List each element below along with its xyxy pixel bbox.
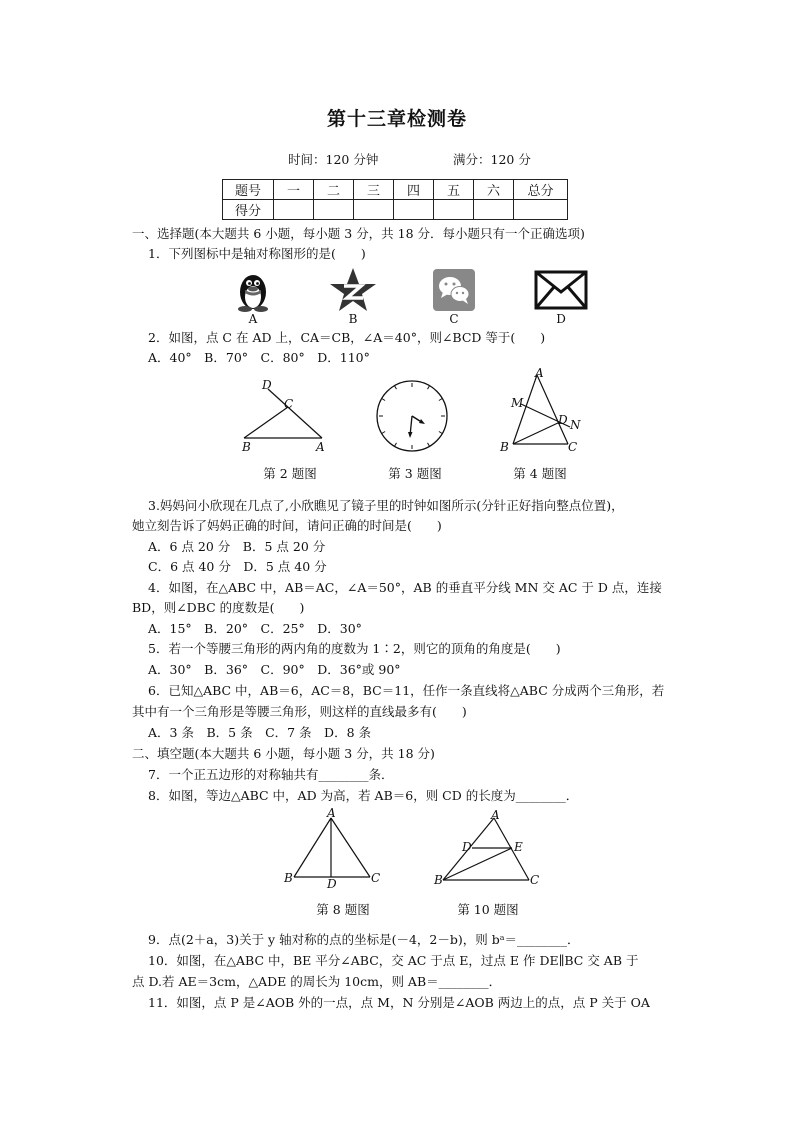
page-title: 第十三章检测卷 bbox=[326, 108, 467, 130]
point-label: D bbox=[327, 877, 337, 891]
full-score-label: 满分：120 分 bbox=[453, 152, 531, 167]
question-11: 11．如图，点 P 是∠AOB 外的一点，点 M，N 分别是∠AOB 两边上的点，点 P 关于 OA bbox=[148, 995, 650, 1010]
table-cell: 题号 bbox=[223, 180, 274, 200]
point-label: C bbox=[568, 440, 578, 454]
wechat-icon bbox=[433, 269, 475, 311]
point-label: B bbox=[434, 873, 443, 887]
point-label: E bbox=[514, 840, 523, 854]
question-4-options: A．15° B．20° C．25° D．30° bbox=[148, 621, 362, 636]
question-3: 3.妈妈问小欣现在几点了,小欣瞧见了镜子里的时钟如图所示(分针正好指向整点位置)， bbox=[148, 498, 624, 513]
question-3-options: C．6 点 40 分 D．5 点 40 分 bbox=[148, 559, 327, 574]
point-label: C bbox=[371, 871, 381, 885]
point-label: A bbox=[491, 808, 500, 822]
table-cell: 五 bbox=[434, 180, 474, 200]
table-row bbox=[223, 180, 568, 200]
figure-caption: 第 8 题图 bbox=[316, 902, 370, 917]
question-9: 9．点(2＋a，3)关于 y 轴对称的点的坐标是(－4，2－b)，则 bᵃ＝________． bbox=[148, 932, 580, 947]
table-cell: 四 bbox=[394, 180, 434, 200]
penguin-icon bbox=[228, 268, 278, 312]
point-label: N bbox=[570, 418, 581, 432]
table-row bbox=[223, 200, 568, 220]
question-2: 2．如图，点 C 在 AD 上，CA＝CB，∠A＝40°，则∠BCD 等于( ) bbox=[148, 330, 546, 345]
question-10: 10．如图，在△ABC 中，BE 平分∠ABC，交 AC 于点 E，过点 E 作 DE∥BC 交 AB 于 bbox=[148, 953, 639, 968]
score-cell[interactable] bbox=[474, 200, 514, 220]
score-cell[interactable] bbox=[434, 200, 474, 220]
question-6: 6．已知△ABC 中，AB＝6，AC＝8，BC＝11，任作一条直线将△ABC 分成两个三角形，若 bbox=[148, 683, 665, 698]
point-label: B bbox=[284, 871, 293, 885]
point-label: A bbox=[535, 366, 544, 380]
star-z-icon bbox=[329, 267, 377, 313]
question-5: 5．若一个等腰三角形的两内角的度数为 1∶2，则它的顶角的角度是( ) bbox=[148, 641, 561, 656]
figure-caption: 第 4 题图 bbox=[513, 466, 567, 481]
score-cell[interactable] bbox=[314, 200, 354, 220]
point-label: C bbox=[530, 873, 540, 887]
table-cell: 六 bbox=[474, 180, 514, 200]
table-cell: 三 bbox=[354, 180, 394, 200]
point-label: M bbox=[511, 396, 524, 410]
table-cell: 总分 bbox=[514, 180, 568, 200]
figure-caption: 第 10 题图 bbox=[457, 902, 519, 917]
point-label: D bbox=[262, 378, 272, 392]
question-3-options: A．6 点 20 分 B．5 点 20 分 bbox=[148, 539, 326, 554]
point-label: A bbox=[327, 806, 336, 820]
option-label: A bbox=[248, 312, 258, 326]
question-5-options: A．30° B．36° C．90° D．36°或 90° bbox=[148, 662, 401, 677]
question-4-cont: BD，则∠DBC 的度数是( ) bbox=[132, 600, 305, 615]
figure-caption: 第 3 题图 bbox=[388, 466, 442, 481]
envelope-icon bbox=[534, 270, 588, 310]
question-2-options: A．40° B．70° C．80° D．110° bbox=[148, 350, 370, 365]
question-1: 1．下列图标中是轴对称图形的是( ) bbox=[148, 246, 366, 261]
point-label: C bbox=[284, 397, 294, 411]
table-cell: 得分 bbox=[223, 200, 274, 220]
point-label: B bbox=[500, 440, 509, 454]
table-cell: 二 bbox=[314, 180, 354, 200]
score-table bbox=[222, 179, 568, 220]
figure-caption: 第 2 题图 bbox=[263, 466, 317, 481]
clock-figure bbox=[374, 378, 450, 454]
point-label: B bbox=[242, 440, 251, 454]
time-label: 时间：120 分钟 bbox=[288, 152, 379, 167]
score-cell[interactable] bbox=[354, 200, 394, 220]
question-6-cont: 其中有一个三角形是等腰三角形，则这样的直线最多有( ) bbox=[132, 704, 467, 719]
point-label: D bbox=[558, 413, 568, 427]
section-heading: 一、选择题(本大题共 6 小题，每小题 3 分，共 18 分．每小题只有一个正确选项) bbox=[132, 226, 585, 241]
option-label: D bbox=[556, 312, 566, 326]
point-label: D bbox=[462, 840, 472, 854]
section-heading: 二、填空题(本大题共 6 小题，每小题 3 分，共 18 分) bbox=[132, 746, 435, 761]
question-7: 7．一个正五边形的对称轴共有________条． bbox=[148, 767, 394, 782]
point-label: A bbox=[316, 440, 325, 454]
figure-10 bbox=[434, 808, 544, 888]
score-cell[interactable] bbox=[394, 200, 434, 220]
option-label: C bbox=[449, 312, 459, 326]
question-6-options: A．3 条 B．5 条 C．7 条 D．8 条 bbox=[148, 725, 372, 740]
question-10-cont: 点 D.若 AE＝3cm，△ADE 的周长为 10cm，则 AB＝________． bbox=[132, 974, 502, 989]
question-8: 8．如图，等边△ABC 中，AD 为高，若 AB＝6，则 CD 的长度为________． bbox=[148, 788, 579, 803]
question-4: 4．如图，在△ABC 中，AB＝AC，∠A＝50°，AB 的垂直平分线 MN 交 AC 于 D 点，连接 bbox=[148, 580, 662, 595]
score-cell[interactable] bbox=[514, 200, 568, 220]
option-label: B bbox=[348, 312, 358, 326]
question-3-cont: 她立刻告诉了妈妈正确的时间，请问正确的时间是( ) bbox=[132, 518, 442, 533]
table-cell: 一 bbox=[274, 180, 314, 200]
score-cell[interactable] bbox=[274, 200, 314, 220]
